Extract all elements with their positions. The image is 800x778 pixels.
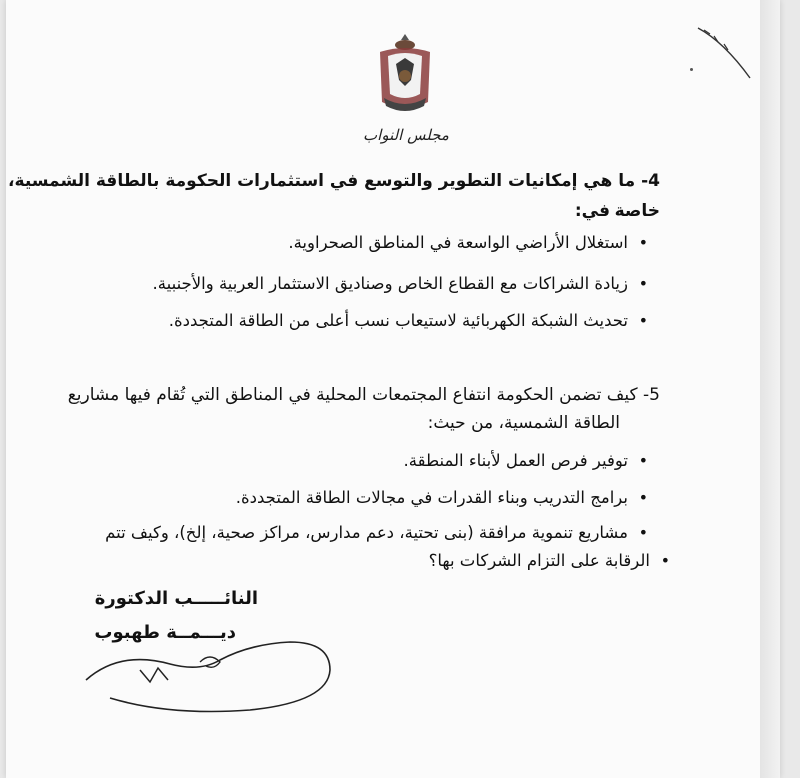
question-5-bullet-2: برامج التدريب وبناء القدرات في مجالات الطاقة المتجددة. •	[236, 485, 628, 511]
question-4-line1: 4- ما هي إمكانيات التطوير والتوسع في استثمارات الحكومة بالطاقة الشمسية، خاصة	[8, 171, 660, 221]
signature-name: ديـــمــة طهبوب	[94, 622, 236, 643]
question-5-bullet-3-cont: الرقابة على التزام الشركات بها؟ •	[429, 548, 650, 574]
question-4-bullet-3: تحديث الشبكة الكهربائية لاستيعاب نسب أعلى من الطاقة المتجددة. •	[169, 308, 628, 334]
council-name: مجلس النواب	[363, 126, 449, 144]
jordan-coat-of-arms-icon	[370, 32, 440, 116]
question-4-line2: في:	[574, 201, 610, 221]
question-4-bullet-2: زيادة الشراكات مع القطاع الخاص وصناديق الاستثمار العربية والأجنبية. •	[153, 271, 628, 297]
handwritten-signature	[80, 620, 340, 720]
question-4-bullet-1: استغلال الأراضي الواسعة في المناطق الصحراوية. •	[288, 230, 628, 256]
question-5-line2: الطاقة الشمسية، من حيث:	[427, 413, 620, 433]
ink-dot	[690, 68, 693, 71]
signature-title: النائـــــب الدكتورة	[94, 588, 258, 609]
page-edge	[760, 0, 780, 778]
question-5-bullet-1: توفير فرص العمل لأبناء المنطقة. •	[404, 448, 628, 474]
document-page	[6, 0, 780, 778]
corner-mark	[694, 22, 756, 84]
question-5-line1: 5- كيف تضمن الحكومة انتفاع المجتمعات المحلية في المناطق التي تُقام فيها مشاريع	[67, 385, 660, 405]
question-5-bullet-3: مشاريع تنموية مرافقة (بنى تحتية، دعم مدارس، مراكز صحية، إلخ)، وكيف تتم •	[105, 520, 628, 546]
